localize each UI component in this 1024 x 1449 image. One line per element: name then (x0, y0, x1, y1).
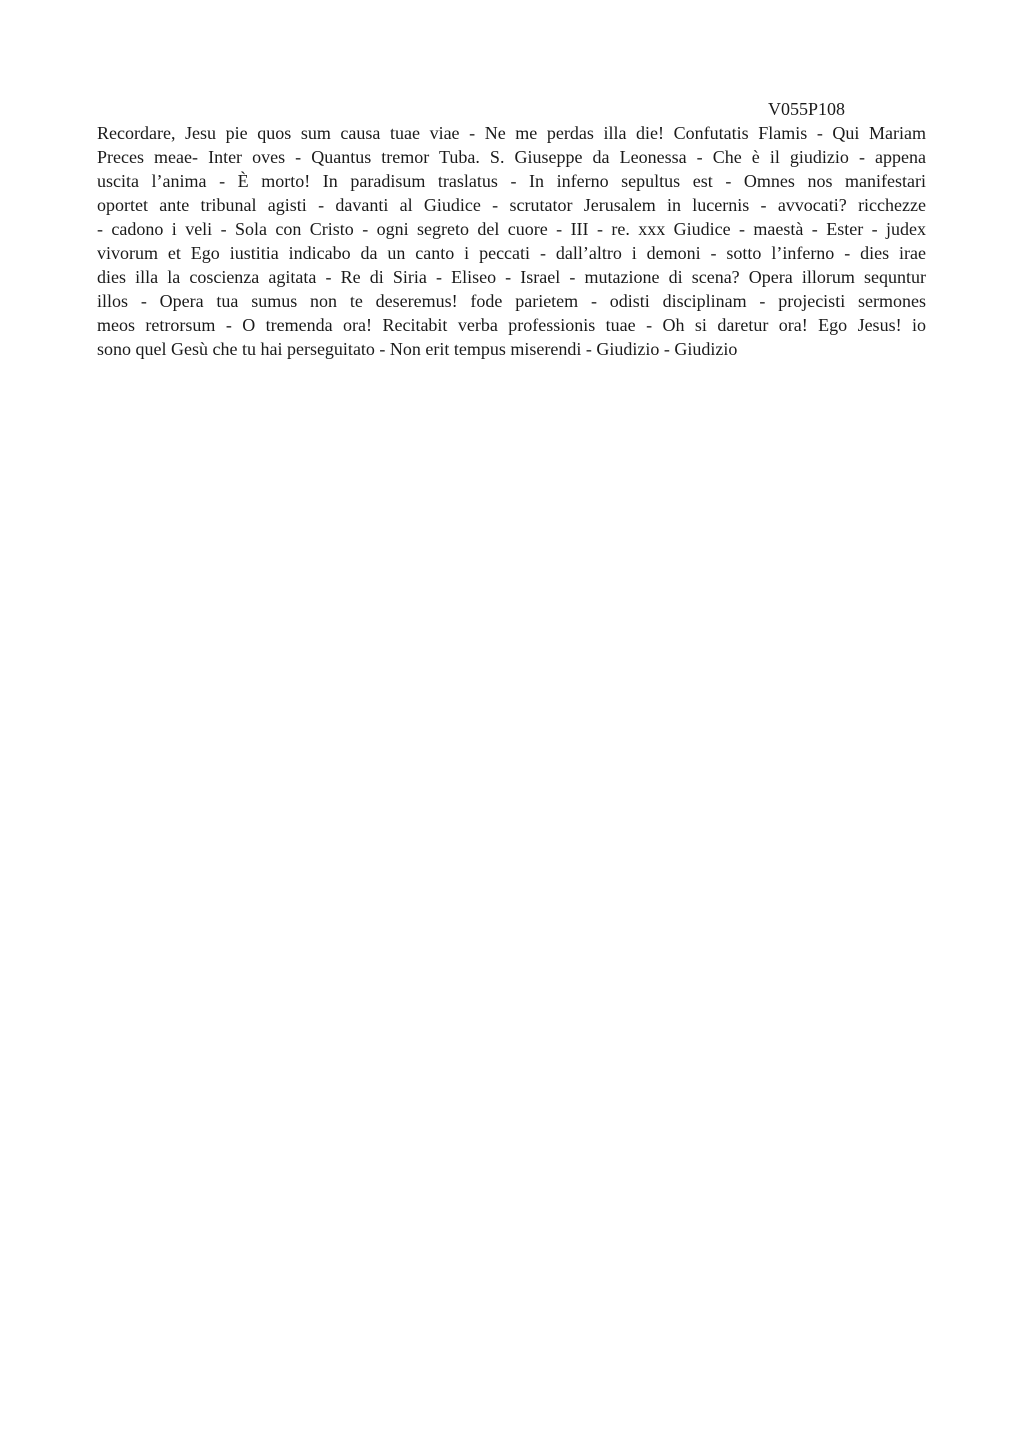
body-paragraph (97, 121, 926, 361)
text-line: sono quel Gesù che tu hai perseguitato - Non erit tempus miserendi - Giudizio - Giudizio (97, 339, 738, 359)
text-line: Recordare, Jesu pie quos sum causa tuae viae - Ne me perdas illa die! Confutatis Flamis - Qui Mariam (97, 123, 926, 143)
text-line: illos - Opera tua sumus non te deseremus! fode parietem - odisti disciplinam - projecisti sermones (97, 291, 926, 311)
text-line: - cadono i veli - Sola con Cristo - ogni segreto del cuore - III - re. xxx Giudice - maestà - Ester - judex (97, 219, 926, 239)
page-reference: V055P108 (768, 99, 846, 119)
text-line: dies illa la coscienza agitata - Re di Siria - Eliseo - Israel - mutazione di scena? Opera illorum sequntur (97, 267, 926, 287)
text-line: uscita l’anima - È morto! In paradisum traslatus - In inferno sepultus est - Omnes nos manifestari (97, 171, 926, 191)
text-line: meos retrorsum - O tremenda ora! Recitabit verba professionis tuae - Oh si daretur ora! Ego Jesus! io (97, 315, 926, 335)
text-line: oportet ante tribunal agisti - davanti al Giudice - scrutator Jerusalem in lucernis - avvocati? ricchezze (97, 195, 926, 215)
text-line: vivorum et Ego iustitia indicabo da un canto i peccati - dall’altro i demoni - sotto l’inferno - dies irae (97, 243, 926, 263)
text-line: Preces meae- Inter oves - Quantus tremor Tuba. S. Giuseppe da Leonessa - Che è il giudizio - appena (97, 147, 926, 167)
